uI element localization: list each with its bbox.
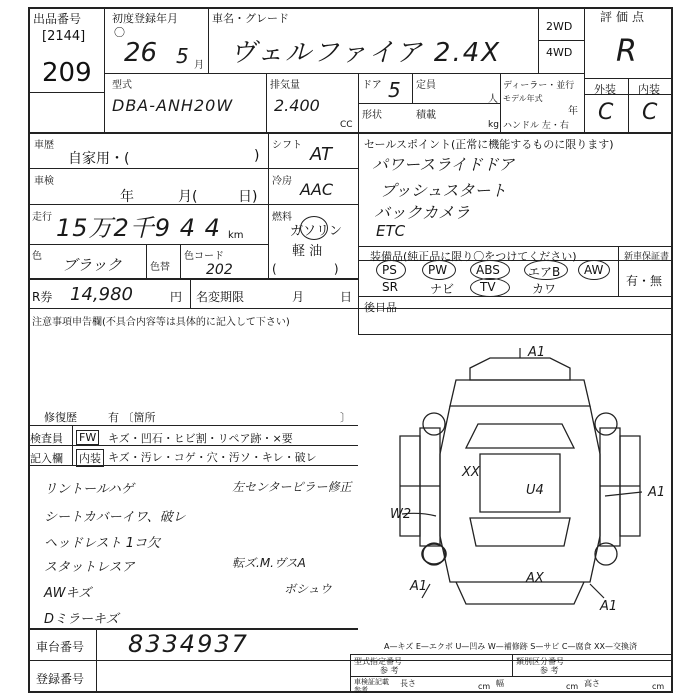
load-unit: kg [488,120,499,130]
divider-eval-v [584,7,585,133]
lot-code: [2144] [42,29,86,44]
fuel-gas: ガソリン [290,224,343,239]
inspector-label-1: 検査員 [30,432,63,445]
name-change-day: 日 [340,290,353,304]
lot-label: 出品番号 [33,12,82,26]
divider-footer-top2 [350,654,671,655]
color-change-label: 色替 [150,262,170,273]
equip-abs: ABS [476,263,500,277]
divider-footer-v2 [350,654,351,691]
fuel-diesel: 軽 油 [292,244,323,259]
equip-tv-circle [470,278,510,297]
repair-close: 〕 [340,411,351,424]
height-label: 高さ [584,679,600,688]
divider-disp-v [266,73,267,133]
capacity-unit: 人 [488,94,498,105]
height-unit: cm [652,682,665,691]
remark-6: 転ズ.M.ヴスA [232,556,306,570]
sales-line-3: バックカメラ [374,203,471,222]
model-label: 型式 [112,80,132,91]
sales-line-1: パワースライドドア [372,155,515,174]
handle-label: ハンドル 左・右 [503,121,569,131]
divider-hist-3 [28,244,268,245]
inspect-label: 車検 [34,176,54,187]
equip-pw: PW [428,263,448,277]
type-cert-ref: 参 考 [380,666,399,675]
divider-equip-bottom [358,296,671,297]
model-value: DBA-ANH20W [112,96,234,115]
mark-roof-left: XX [462,465,480,480]
mark-rear: AX [526,571,544,586]
divider-footer-v3 [512,654,513,676]
reg-year: 26 [124,38,158,68]
equip-navi: ナビ [430,282,455,296]
frame-top [28,7,673,9]
divider-recycle-v [190,278,191,308]
divider-drive-h [538,40,584,41]
remark-1: リントールハゲ [44,482,134,497]
drive-4wd: 4WD [546,46,573,59]
class-ref: 参 考 [540,666,559,675]
notes-label: 注意事項申告欄(不具合内容等は具体的に記入して下さい) [32,317,290,328]
inspect-year: 年 [120,189,134,205]
history-label: 車歴 [34,140,54,151]
divider-hist-2 [28,204,268,205]
divider-recycle-h [28,308,673,309]
equip-ps: PS [382,263,397,277]
remark-9: Dミラーキズ [44,612,119,627]
load-label: 積載 [416,110,436,121]
door-value: 5 [388,78,401,102]
inspector-fw: FW [76,430,99,445]
ext-grade: C [598,100,614,125]
divider-cap-v [412,73,413,103]
divider-warranty-v [618,246,619,296]
divider-hist-2b [268,204,358,205]
mileage-km: km [228,230,244,241]
remark-2: 左センターピラー修正 [232,480,352,494]
color-code-label: 色コード [184,251,224,262]
equip-leather: カワ [532,282,557,296]
car-diagram [360,336,672,630]
equip-abs-circle [470,260,510,280]
shift-label: シフト [272,140,302,151]
first-reg-label: 初度登録年月 [112,12,178,25]
int-label: 内装 [638,83,660,96]
divider-color-v [146,244,147,278]
divider-notes-bottom [28,425,358,426]
mark-roof: U4 [526,483,544,498]
dim-label: 車検証記載 参考 [354,678,389,694]
divider-row2 [28,132,673,134]
equip-ps-circle [376,260,406,280]
ext-label: 外装 [594,83,616,96]
capacity-label: 定員 [416,80,436,91]
recycle-value: 14,980 [70,284,133,305]
width-unit: cm [566,682,579,691]
dealer-label: ディーラー・並行 [503,81,575,91]
frame-bottom [28,691,673,693]
mark-right-rear: A1 [600,599,618,614]
equip-airbag-circle [524,260,568,280]
divider-eval-v2 [628,78,629,133]
recycle-label: R券 [32,290,53,304]
divider-hist-1 [28,168,358,169]
fuel-gas-circle [300,216,328,240]
repair-label: 修復歴 [44,411,77,424]
mileage-value: 15万2千9 4 4 [56,214,221,242]
mark-left-rear: A1 [410,579,428,594]
length-unit: cm [478,682,491,691]
chassis-value: 8334937 [128,630,249,658]
sales-label: セールスポイント(正常に機能するものに限ります) [364,138,614,151]
model-year-unit: 年 [568,106,578,117]
remark-4: ヘッドレスト 1コ欠 [44,536,161,551]
history-value: 自家用・( [68,151,130,167]
width-label: 幅 [496,679,504,688]
drive-2wd: 2WD [546,20,573,33]
equipment-label: 装備品(純正品に限り〇をつけてください) [370,250,577,263]
divider-fitted-v [358,296,359,334]
heisei-mark: 〇 [114,26,125,39]
remark-8: ボシュウ [284,582,332,596]
frame-left [28,7,30,693]
divider-insp-v [72,425,73,465]
mark-right-side: A1 [648,485,666,500]
warranty-value: 有・無 [626,274,663,288]
sales-line-2: プッシュスタート [380,181,507,200]
model-year-label: モデル年式 [503,94,543,103]
divider-dealer-v [500,73,501,133]
disp-value: 2.400 [274,96,320,115]
remark-7: AWキズ [44,586,92,601]
chassis-label: 車台番号 [36,640,85,654]
type-cert-label: 型式指定番号 [354,657,402,666]
repair-value: 有 〔箇所 [108,411,156,424]
divider-hist-4 [28,278,358,280]
ac-label: 冷房 [272,176,292,187]
equip-aw-circle [578,260,610,280]
eval-label: 評価点 [600,10,649,24]
fuel-label: 燃料 [272,212,292,223]
equip-sr: SR [382,280,398,294]
remark-3: シートカバーイワ、破レ [44,510,186,525]
remark-5: スタットレスア [44,560,135,575]
warranty-label: 新車保証書 [624,252,670,262]
divider-lot-v [104,7,105,133]
divider-year-v [208,7,209,73]
recycle-yen: 円 [170,290,183,304]
divider-footer-h2 [350,676,671,677]
inspector-interior-text: キズ・汚レ・コゲ・穴・汚ソ・キレ・破レ [108,451,317,464]
divider-sales-v [358,133,359,308]
divider-hist-v [268,133,269,278]
disp-cc: CC [340,120,353,130]
divider-lot [28,92,104,93]
equip-tv: TV [480,280,496,294]
length-label: 長さ [400,679,416,688]
color-label: 色 [32,251,42,262]
fuel-paren: ( ) [272,262,339,276]
inspector-fw-text: キズ・凹石・ヒビ割・リペア跡・×要 [108,432,293,445]
fitted-label: 後日品 [364,301,397,314]
divider-footer-v [96,628,97,691]
sales-line-4: ETC [376,222,406,240]
inspect-month: 月( [178,189,198,205]
class-label: 類別区分番号 [516,657,564,666]
divider-equip-top [358,246,671,247]
mark-left-side: W2 [390,507,412,522]
mileage-label: 走行 [32,212,52,223]
divider-colorcode-v [180,244,181,278]
inspector-label-2: 記入欄 [30,452,63,465]
lot-number: 209 [42,58,92,88]
reg-month-unit: 月 [194,60,204,71]
car-name-label: 車名・グレード [212,12,289,25]
disp-label: 排気量 [270,80,300,91]
mark-front: A1 [528,345,546,360]
damage-legend: A—キズ E—エクボ U—凹み W—補修跡 S—サビ C—腐食 XX—交換済 [384,642,638,651]
equip-airbag: エアB [528,265,561,279]
int-grade: C [642,100,658,125]
divider-fitted-h [358,334,671,335]
reg-label: 登録番号 [36,672,85,686]
door-label: ドア [362,80,382,91]
shape-label: 形状 [362,110,382,121]
inspector-interior: 内装 [76,449,104,467]
equip-pw-circle [422,260,456,280]
inspect-day: 日) [238,189,258,205]
reg-month: 5 [176,44,189,68]
shift-value: AT [310,144,332,165]
divider-shape-h [358,103,500,104]
equip-aw: AW [584,263,604,277]
eval-score: R [616,34,637,69]
color-value: ブラック [62,256,122,274]
divider-row1 [104,73,584,74]
car-name: ヴェルファイア 2.4X [230,38,502,68]
name-change-label: 名変期限 [196,290,245,304]
name-change-month: 月 [292,290,305,304]
ac-value: AAC [300,180,334,199]
history-close: ) [254,148,260,164]
color-code-value: 202 [206,262,233,278]
